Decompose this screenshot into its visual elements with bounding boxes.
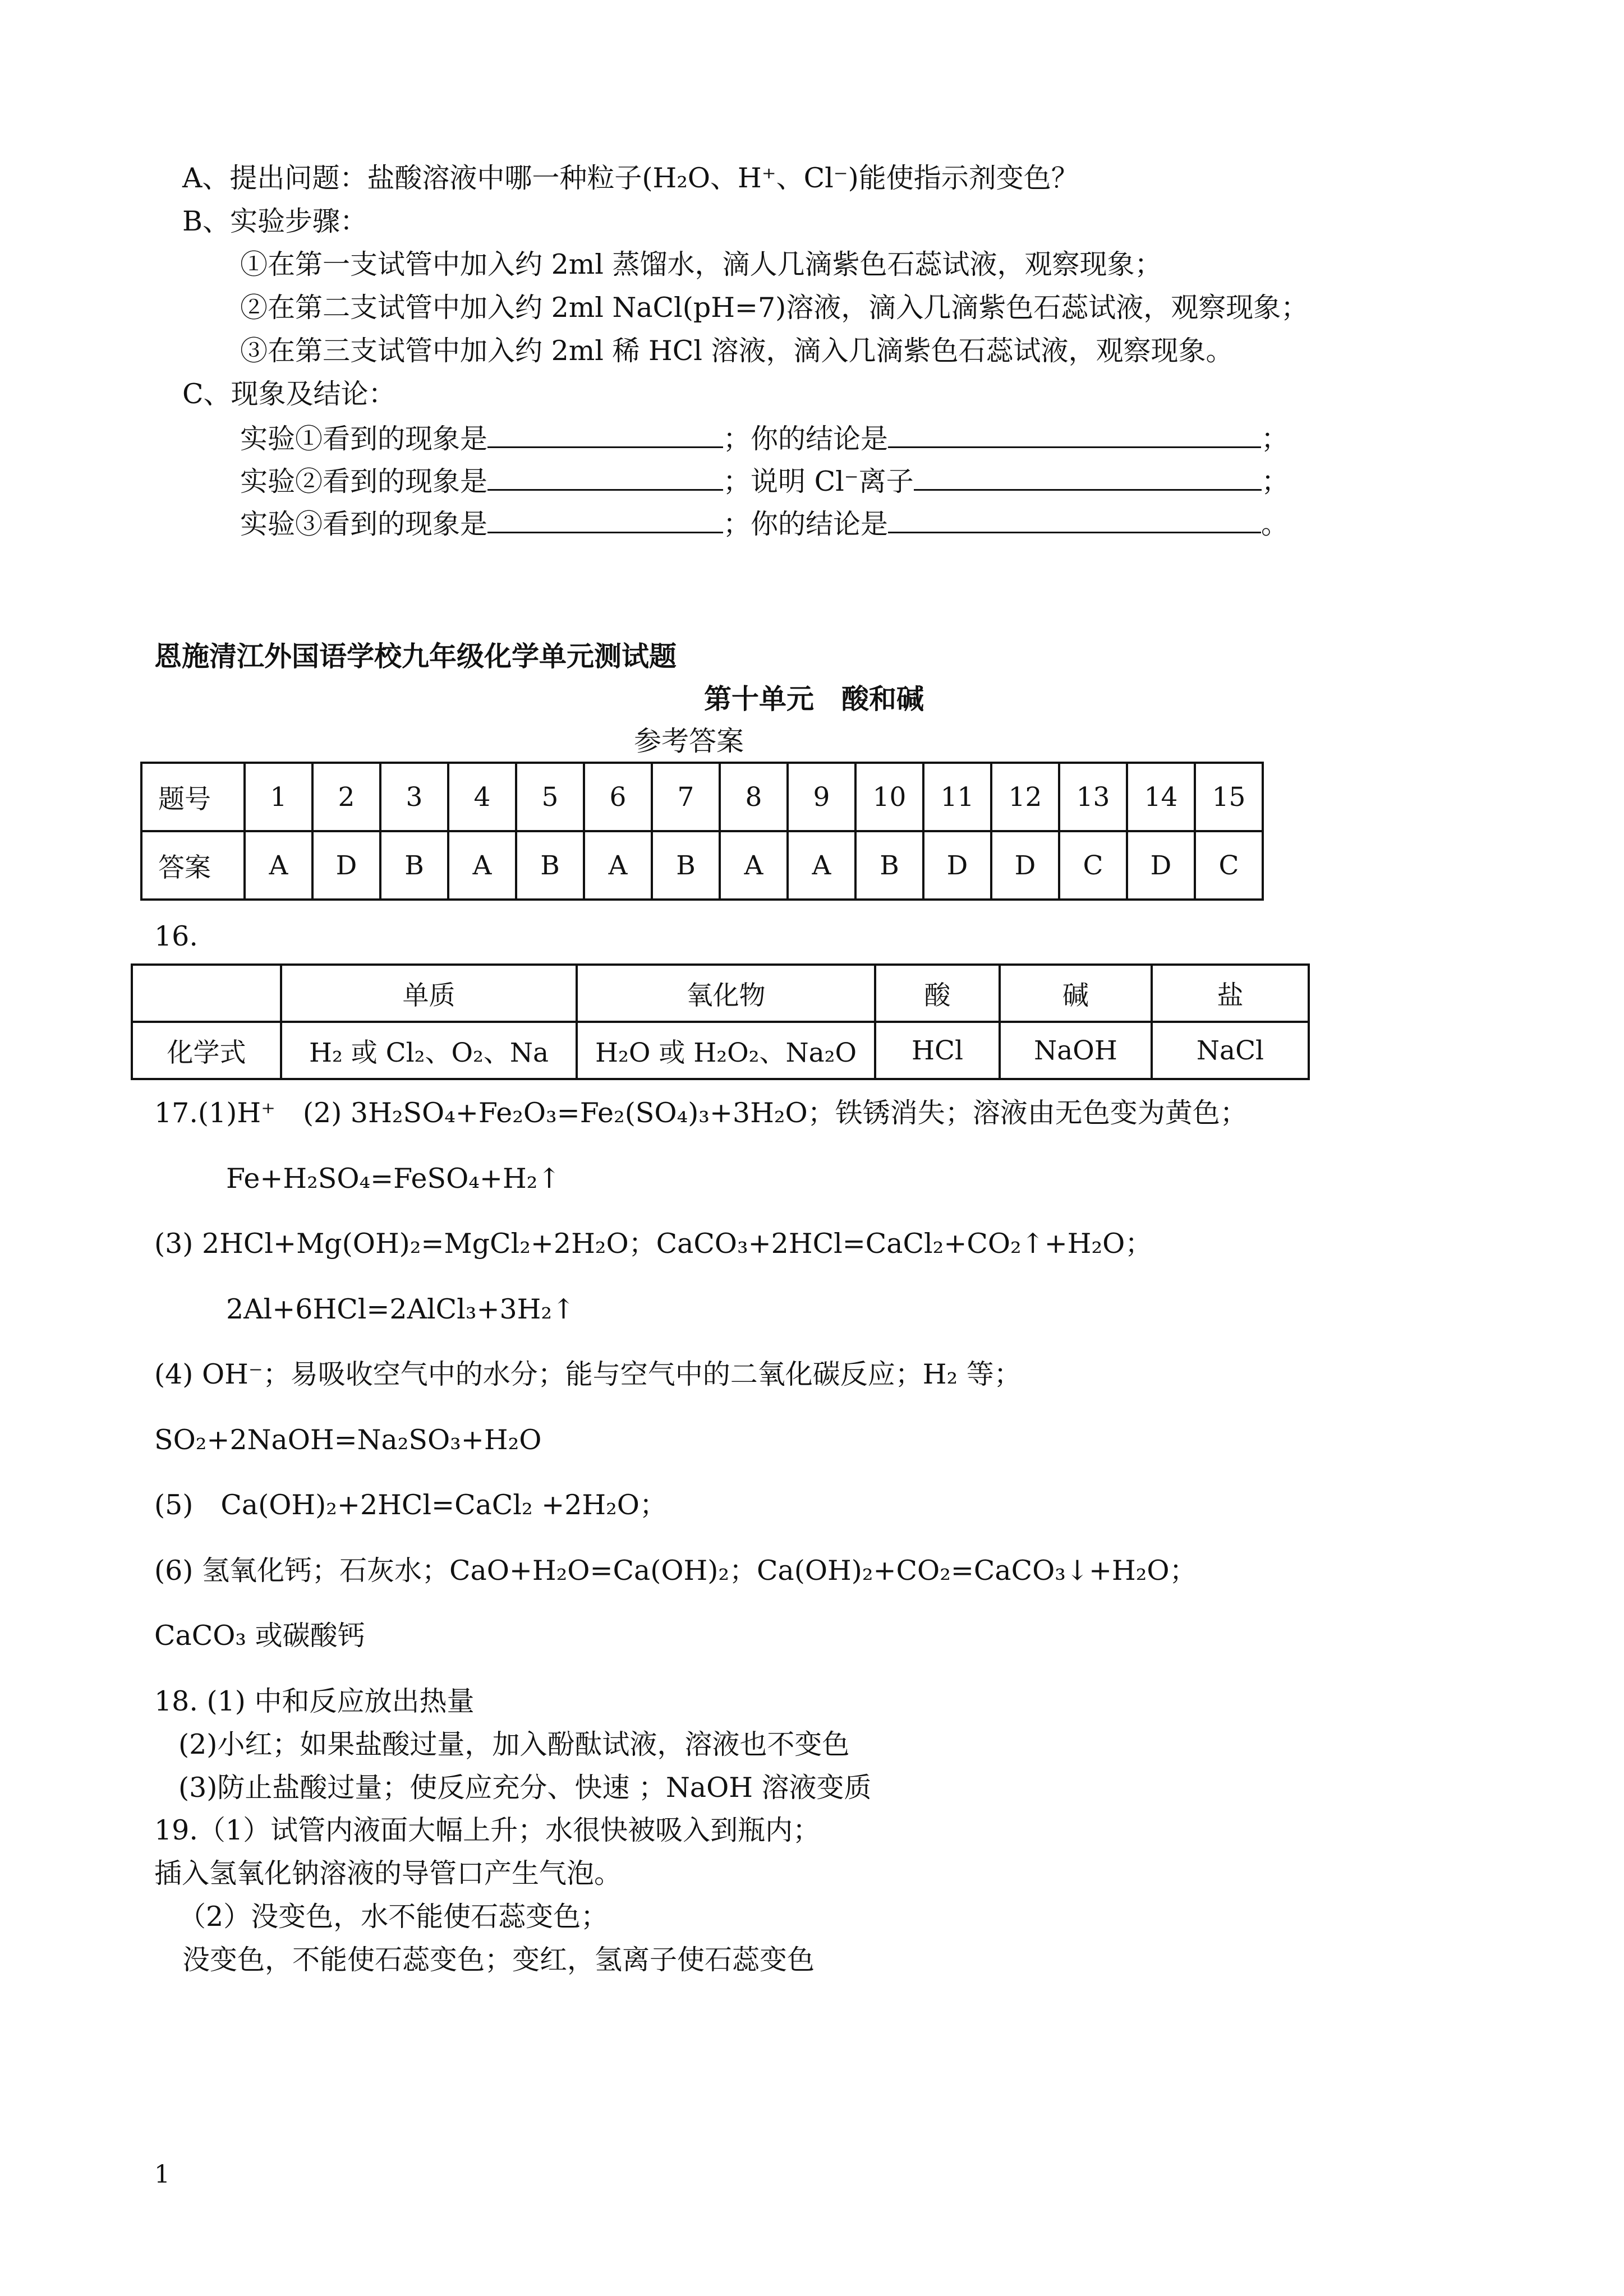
answer-cell: A (788, 831, 855, 900)
conclusion-row-3 (240, 506, 1289, 541)
question-number: 8 (720, 763, 788, 831)
row-middle: ；说明 Cl⁻离子 (723, 465, 914, 497)
formula-cell: HCl (875, 1022, 1000, 1079)
answer-cell: B (855, 831, 923, 900)
answer-blank[interactable] (487, 506, 723, 533)
q19-line: 没变色，不能使石蕊变色；变红，氢离子使石蕊变色 (182, 1944, 815, 1976)
q17-line: (3) 2HCl+Mg(OH)₂=MgCl₂+2H₂O；CaCO₃+2HCl=CaCl₂+CO₂↑+H₂O； (154, 1228, 1153, 1260)
q17-line: (6) 氢氧化钙；石灰水；CaO+H₂O=Ca(OH)₂；Ca(OH)₂+CO₂=CaCO₃↓+H₂O； (154, 1555, 1197, 1587)
question-number: 9 (788, 763, 855, 831)
conclusion-row-2 (240, 463, 1289, 499)
q18-line: (3)防止盐酸过量；使反应充分、快速 ；NaOH 溶液变质 (178, 1772, 872, 1804)
question-number: 5 (516, 763, 584, 831)
answer-cell: A (720, 831, 788, 900)
question-number: 4 (448, 763, 516, 831)
q17-line: 17.(1)H⁺ (2) 3H₂SO₄+Fe₂O₃=Fe₂(SO₄)₃+3H₂O；铁锈消失；溶液由无色变为黄色； (154, 1097, 1248, 1129)
question-number: 7 (652, 763, 720, 831)
question-number: 1 (245, 763, 312, 831)
step-3: ③在第三支试管中加入约 2ml 稀 HCl 溶液，滴入几滴紫色石蕊试液，观察现象。 (240, 335, 1234, 367)
question-number: 13 (1059, 763, 1127, 831)
row-end: ； (1261, 423, 1289, 455)
q19-line: （2）没变色，水不能使石蕊变色； (178, 1901, 609, 1933)
answer-cell: D (991, 831, 1059, 900)
answer-cell: B (380, 831, 448, 900)
question-number: 14 (1127, 763, 1195, 831)
formula-cell: H₂O 或 H₂O₂、Na₂O (577, 1022, 875, 1079)
answer-cell: C (1059, 831, 1127, 900)
header-cell (132, 965, 281, 1022)
answer-cell: D (312, 831, 380, 900)
formula-cell: NaCl (1152, 1022, 1309, 1079)
row-middle: ；你的结论是 (723, 423, 889, 455)
table-row (132, 1022, 1309, 1079)
row-prefix: 实验②看到的现象是 (240, 465, 488, 497)
unit-title: 第十单元 酸和碱 (704, 683, 924, 715)
page-number: 1 (154, 2160, 170, 2189)
question-number: 15 (1195, 763, 1263, 831)
header-cell: 氧化物 (577, 965, 875, 1022)
answer-subtitle: 参考答案 (634, 725, 744, 757)
row-label: 化学式 (132, 1022, 281, 1079)
table-row (141, 831, 1263, 900)
question-line: A、提出问题：盐酸溶液中哪一种粒子(H₂O、H⁺、Cl⁻)能使指示剂变色？ (182, 162, 1079, 194)
table-row (132, 965, 1309, 1022)
header-cell: 酸 (875, 965, 1000, 1022)
q17-line: 2Al+6HCl=2AlCl₃+3H₂↑ (226, 1293, 576, 1325)
q17-line: CaCO₃ 或碳酸钙 (154, 1620, 365, 1652)
header-cell: 碱 (1000, 965, 1152, 1022)
answer-blank[interactable] (888, 506, 1261, 533)
q18-line: 18. (1) 中和反应放出热量 (154, 1685, 475, 1717)
answer-blank[interactable] (888, 421, 1261, 448)
conclusion-heading: C、现象及结论： (182, 378, 396, 410)
q18-line: (2)小红；如果盐酸过量，加入酚酞试液，溶液也不变色 (178, 1728, 850, 1760)
answer-cell: B (516, 831, 584, 900)
formula-cell: H₂ 或 Cl₂、O₂、Na (281, 1022, 577, 1079)
answer-cell: B (652, 831, 720, 900)
step-1: ①在第一支试管中加入约 2ml 蒸馏水，滴人几滴紫色石蕊试液，观察现象； (240, 248, 1162, 280)
steps-heading: B、实验步骤： (182, 205, 368, 237)
answer-table (140, 762, 1264, 901)
row-label: 答案 (141, 831, 245, 900)
answer-cell: D (1127, 831, 1195, 900)
row-end: ； (1261, 465, 1289, 497)
formula-table (131, 963, 1310, 1080)
answer-cell: A (245, 831, 312, 900)
row-end: 。 (1261, 508, 1289, 540)
answer-blank[interactable] (487, 463, 723, 491)
answer-blank[interactable] (914, 463, 1262, 491)
q19-line: 19.（1）试管内液面大幅上升；水很快被吸入到瓶内； (154, 1814, 821, 1846)
question-number: 11 (923, 763, 991, 831)
school-title: 恩施清江外国语学校九年级化学单元测试题 (154, 640, 677, 672)
conclusion-row-1 (240, 421, 1289, 456)
q17-line: SO₂+2NaOH=Na₂SO₃+H₂O (154, 1424, 542, 1456)
table-row (141, 763, 1263, 831)
q17-line: Fe+H₂SO₄=FeSO₄+H₂↑ (226, 1163, 561, 1195)
answer-cell: C (1195, 831, 1263, 900)
question-number: 12 (991, 763, 1059, 831)
q19-line: 插入氢氧化钠溶液的导管口产生气泡。 (154, 1857, 622, 1889)
answer-cell: D (923, 831, 991, 900)
header-cell: 盐 (1152, 965, 1309, 1022)
step-2: ②在第二支试管中加入约 2ml NaCl(pH=7)溶液，滴入几滴紫色石蕊试液，观察现象； (240, 292, 1309, 324)
row-label: 题号 (141, 763, 245, 831)
row-prefix: 实验①看到的现象是 (240, 423, 488, 455)
row-prefix: 实验③看到的现象是 (240, 508, 488, 540)
q17-line: (4) OH⁻；易吸收空气中的水分；能与空气中的二氧化碳反应；H₂ 等； (154, 1358, 1022, 1390)
q16-label: 16. (154, 920, 198, 952)
question-number: 6 (584, 763, 652, 831)
q17-line: (5) Ca(OH)₂+2HCl=CaCl₂ +2H₂O； (154, 1489, 667, 1521)
formula-cell: NaOH (1000, 1022, 1152, 1079)
question-number: 3 (380, 763, 448, 831)
answer-cell: A (584, 831, 652, 900)
row-middle: ；你的结论是 (723, 508, 889, 540)
header-cell: 单质 (281, 965, 577, 1022)
question-number: 2 (312, 763, 380, 831)
answer-blank[interactable] (487, 421, 723, 448)
question-number: 10 (855, 763, 923, 831)
answer-cell: A (448, 831, 516, 900)
